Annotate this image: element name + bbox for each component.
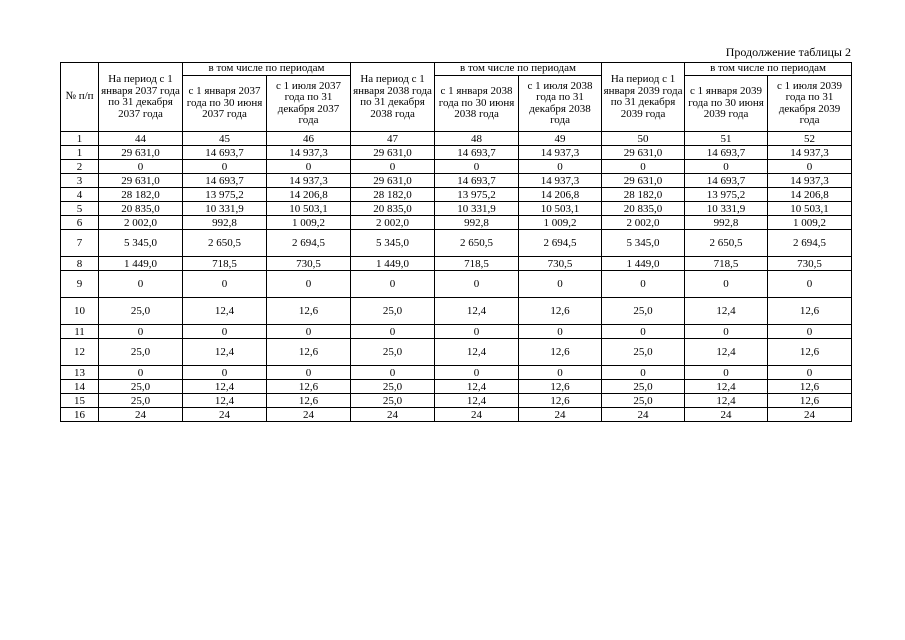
row-number-cell: 9	[61, 271, 99, 298]
header-h1-2039: с 1 января 2039 года по 30 июня 2039 года	[685, 76, 768, 132]
column-number: 46	[267, 132, 351, 146]
table-cell: 29 631,0	[351, 174, 435, 188]
table-cell: 992,8	[435, 216, 519, 230]
table-cell: 25,0	[602, 394, 685, 408]
table-cell: 992,8	[183, 216, 267, 230]
table-cell: 0	[602, 366, 685, 380]
header-group-2039: в том числе по периодам	[685, 63, 852, 76]
table-cell: 2 694,5	[267, 230, 351, 257]
table-cell: 20 835,0	[99, 202, 183, 216]
table-cell: 14 693,7	[183, 174, 267, 188]
table-cell: 1 009,2	[267, 216, 351, 230]
table-cell: 25,0	[351, 298, 435, 325]
table-cell: 12,4	[435, 339, 519, 366]
table-cell: 25,0	[99, 339, 183, 366]
table-cell: 0	[602, 160, 685, 174]
table-cell: 29 631,0	[99, 146, 183, 160]
table-cell: 0	[685, 271, 768, 298]
table-cell: 0	[183, 325, 267, 339]
row-number-cell: 5	[61, 202, 99, 216]
table-cell: 12,6	[768, 339, 852, 366]
table-row	[61, 394, 852, 408]
row-number-cell: 3	[61, 174, 99, 188]
header-h2-2037: с 1 июля 2037 года по 31 декабря 2037 года	[267, 76, 351, 132]
table-cell: 29 631,0	[602, 174, 685, 188]
column-number: 52	[768, 132, 852, 146]
table-cell: 25,0	[602, 339, 685, 366]
table-cell: 20 835,0	[602, 202, 685, 216]
table-cell: 14 206,8	[519, 188, 602, 202]
table-cell: 24	[267, 408, 351, 422]
table-row	[61, 160, 852, 174]
column-number: 1	[61, 132, 99, 146]
table-cell: 14 693,7	[183, 146, 267, 160]
table-row	[61, 271, 852, 298]
header-period-2039: На период с 1 января 2039 года по 31 декабря 2039 года	[602, 63, 685, 132]
table-cell: 0	[519, 325, 602, 339]
table-cell: 0	[768, 325, 852, 339]
table-cell: 25,0	[351, 380, 435, 394]
row-number-cell: 10	[61, 298, 99, 325]
row-number-cell: 4	[61, 188, 99, 202]
column-number: 47	[351, 132, 435, 146]
table-cell: 10 331,9	[435, 202, 519, 216]
table-row	[61, 380, 852, 394]
table-cell: 0	[768, 271, 852, 298]
table-cell: 0	[99, 271, 183, 298]
table-cell: 718,5	[183, 257, 267, 271]
column-number: 44	[99, 132, 183, 146]
table-cell: 5 345,0	[351, 230, 435, 257]
table-cell: 25,0	[602, 380, 685, 394]
table-cell: 24	[768, 408, 852, 422]
table-cell: 24	[183, 408, 267, 422]
table-cell: 28 182,0	[351, 188, 435, 202]
table-cell: 0	[602, 271, 685, 298]
table-row	[61, 174, 852, 188]
table-cell: 12,4	[183, 339, 267, 366]
table-cell: 12,6	[519, 380, 602, 394]
table-cell: 0	[602, 325, 685, 339]
table-cell: 730,5	[768, 257, 852, 271]
table-cell: 12,6	[519, 394, 602, 408]
table-cell: 14 937,3	[519, 146, 602, 160]
table-cell: 0	[267, 366, 351, 380]
table-cell: 0	[685, 160, 768, 174]
table-cell: 12,4	[435, 394, 519, 408]
table-cell: 1 009,2	[768, 216, 852, 230]
table-cell: 0	[99, 366, 183, 380]
table-cell: 0	[435, 366, 519, 380]
table-cell: 25,0	[99, 394, 183, 408]
table-cell: 10 503,1	[768, 202, 852, 216]
table-cell: 12,6	[768, 380, 852, 394]
table-cell: 10 331,9	[685, 202, 768, 216]
table-row	[61, 339, 852, 366]
table-cell: 28 182,0	[99, 188, 183, 202]
header-h2-2038: с 1 июля 2038 года по 31 декабря 2038 года	[519, 76, 602, 132]
table-cell: 0	[183, 271, 267, 298]
table-cell: 2 694,5	[519, 230, 602, 257]
table-cell: 0	[519, 271, 602, 298]
table-cell: 10 503,1	[267, 202, 351, 216]
table-cell: 14 693,7	[435, 146, 519, 160]
row-number-cell: 13	[61, 366, 99, 380]
table-cell: 12,4	[183, 298, 267, 325]
table-cell: 1 449,0	[602, 257, 685, 271]
table-cell: 12,6	[768, 298, 852, 325]
table-cell: 10 503,1	[519, 202, 602, 216]
row-number-cell: 14	[61, 380, 99, 394]
row-number-cell: 8	[61, 257, 99, 271]
table-cell: 0	[435, 160, 519, 174]
row-number-cell: 7	[61, 230, 99, 257]
table-cell: 718,5	[685, 257, 768, 271]
table-cell: 12,6	[519, 339, 602, 366]
table-cell: 25,0	[99, 380, 183, 394]
table-cell: 12,4	[435, 380, 519, 394]
table-cell: 0	[435, 325, 519, 339]
row-number-cell: 12	[61, 339, 99, 366]
table-cell: 24	[685, 408, 768, 422]
table-cell: 0	[183, 160, 267, 174]
column-number-row	[61, 132, 852, 146]
table-cell: 2 650,5	[435, 230, 519, 257]
table-cell: 5 345,0	[602, 230, 685, 257]
header-period-2037: На период с 1 января 2037 года по 31 декабря 2037 года	[99, 63, 183, 132]
row-number-cell: 11	[61, 325, 99, 339]
table-cell: 12,6	[768, 394, 852, 408]
header-group-2037: в том числе по периодам	[183, 63, 351, 76]
table-cell: 12,4	[183, 394, 267, 408]
table-row	[61, 230, 852, 257]
table-cell: 0	[685, 366, 768, 380]
table-cell: 24	[519, 408, 602, 422]
table-row	[61, 188, 852, 202]
table-cell: 5 345,0	[99, 230, 183, 257]
table-cell: 2 650,5	[685, 230, 768, 257]
table-cell: 0	[351, 366, 435, 380]
table-cell: 0	[99, 325, 183, 339]
table-cell: 25,0	[351, 394, 435, 408]
table-cell: 24	[602, 408, 685, 422]
table-cell: 14 206,8	[768, 188, 852, 202]
table-cell: 12,6	[267, 298, 351, 325]
table-cell: 1 449,0	[99, 257, 183, 271]
table-cell: 25,0	[602, 298, 685, 325]
table-cell: 14 937,3	[267, 174, 351, 188]
table-cell: 730,5	[519, 257, 602, 271]
column-number: 49	[519, 132, 602, 146]
table-row	[61, 325, 852, 339]
header-period-2038: На период с 1 января 2038 года по 31 декабря 2038 года	[351, 63, 435, 132]
row-number-cell: 15	[61, 394, 99, 408]
table-cell: 29 631,0	[99, 174, 183, 188]
column-number: 48	[435, 132, 519, 146]
header-h1-2038: с 1 января 2038 года по 30 июня 2038 года	[435, 76, 519, 132]
data-table	[60, 62, 852, 422]
header-row-number: № п/п	[61, 63, 99, 132]
column-number: 45	[183, 132, 267, 146]
table-cell: 24	[351, 408, 435, 422]
table-row	[61, 366, 852, 380]
table-cell: 1 449,0	[351, 257, 435, 271]
table-cell: 2 650,5	[183, 230, 267, 257]
table-cell: 28 182,0	[602, 188, 685, 202]
table-cell: 29 631,0	[351, 146, 435, 160]
table-row	[61, 146, 852, 160]
table-cell: 12,6	[519, 298, 602, 325]
table-cell: 12,4	[685, 298, 768, 325]
table-cell: 10 331,9	[183, 202, 267, 216]
table-cell: 14 206,8	[267, 188, 351, 202]
table-row	[61, 216, 852, 230]
table-cell: 0	[768, 160, 852, 174]
table-cell: 12,6	[267, 380, 351, 394]
table-cell: 24	[435, 408, 519, 422]
table-cell: 25,0	[99, 298, 183, 325]
table-cell: 2 002,0	[99, 216, 183, 230]
header-h1-2037: с 1 января 2037 года по 30 июня 2037 года	[183, 76, 267, 132]
table-cell: 14 693,7	[685, 174, 768, 188]
table-cell: 14 937,3	[267, 146, 351, 160]
table-cell: 12,4	[685, 394, 768, 408]
row-number-cell: 1	[61, 146, 99, 160]
table-cell: 0	[768, 366, 852, 380]
table-cell: 0	[183, 366, 267, 380]
table-caption: Продолжение таблицы 2	[725, 45, 851, 59]
header-group-2038: в том числе по периодам	[435, 63, 602, 76]
column-number: 50	[602, 132, 685, 146]
table-cell: 25,0	[351, 339, 435, 366]
table-cell: 29 631,0	[602, 146, 685, 160]
table-cell: 12,4	[183, 380, 267, 394]
table-cell: 0	[685, 325, 768, 339]
table-cell: 12,4	[685, 339, 768, 366]
table-cell: 0	[435, 271, 519, 298]
table-cell: 13 975,2	[435, 188, 519, 202]
table-cell: 2 694,5	[768, 230, 852, 257]
table-cell: 0	[267, 325, 351, 339]
table-row	[61, 202, 852, 216]
table-row	[61, 298, 852, 325]
table-cell: 0	[99, 160, 183, 174]
table-cell: 13 975,2	[183, 188, 267, 202]
table-cell: 20 835,0	[351, 202, 435, 216]
table-cell: 718,5	[435, 257, 519, 271]
table-cell: 0	[351, 271, 435, 298]
row-number-cell: 6	[61, 216, 99, 230]
table-cell: 0	[351, 325, 435, 339]
table-body	[61, 146, 852, 422]
table-cell: 0	[519, 366, 602, 380]
row-number-cell: 16	[61, 408, 99, 422]
table-cell: 14 937,3	[768, 146, 852, 160]
table-cell: 0	[267, 160, 351, 174]
table-cell: 12,4	[435, 298, 519, 325]
table-cell: 2 002,0	[351, 216, 435, 230]
table-cell: 730,5	[267, 257, 351, 271]
table-cell: 0	[519, 160, 602, 174]
table-cell: 1 009,2	[519, 216, 602, 230]
table-cell: 14 937,3	[768, 174, 852, 188]
column-number: 51	[685, 132, 768, 146]
table-cell: 0	[267, 271, 351, 298]
table-cell: 14 693,7	[685, 146, 768, 160]
table-cell: 24	[99, 408, 183, 422]
table-cell: 0	[351, 160, 435, 174]
table-cell: 13 975,2	[685, 188, 768, 202]
table-row	[61, 408, 852, 422]
table-cell: 12,6	[267, 339, 351, 366]
table-cell: 992,8	[685, 216, 768, 230]
row-number-cell: 2	[61, 160, 99, 174]
table-row	[61, 257, 852, 271]
table-cell: 12,6	[267, 394, 351, 408]
table-cell: 14 693,7	[435, 174, 519, 188]
table-cell: 2 002,0	[602, 216, 685, 230]
table-cell: 14 937,3	[519, 174, 602, 188]
header-h2-2039: с 1 июля 2039 года по 31 декабря 2039 года	[768, 76, 852, 132]
table-cell: 12,4	[685, 380, 768, 394]
